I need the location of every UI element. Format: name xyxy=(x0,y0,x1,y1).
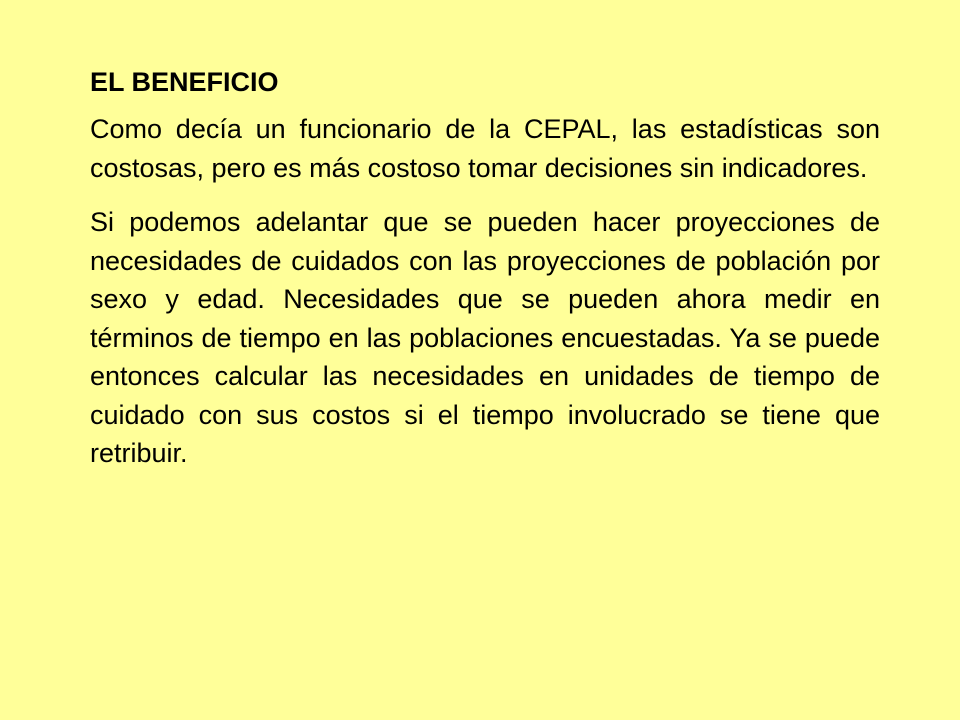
paragraph-cepal-quote: Como decía un funcionario de la CEPAL, las estadísticas son costosas, pero es más costoso tomar decisiones sin indicadores. xyxy=(90,114,880,183)
paragraph-projections: Si podemos adelantar que se pueden hacer proyecciones de necesidades de cuidados con las proyecciones de población por sexo y edad. Necesidades que se pueden ahora medir en términos de tiempo en las poblaciones encuestadas. Ya se puede entonces calcular las necesidades en unidades de tiempo de cuidado con sus costos si el tiempo involucrado se tiene que retribuir. xyxy=(90,207,880,468)
slide-title: EL BENEFICIO xyxy=(90,67,279,97)
slide-content xyxy=(90,63,880,489)
